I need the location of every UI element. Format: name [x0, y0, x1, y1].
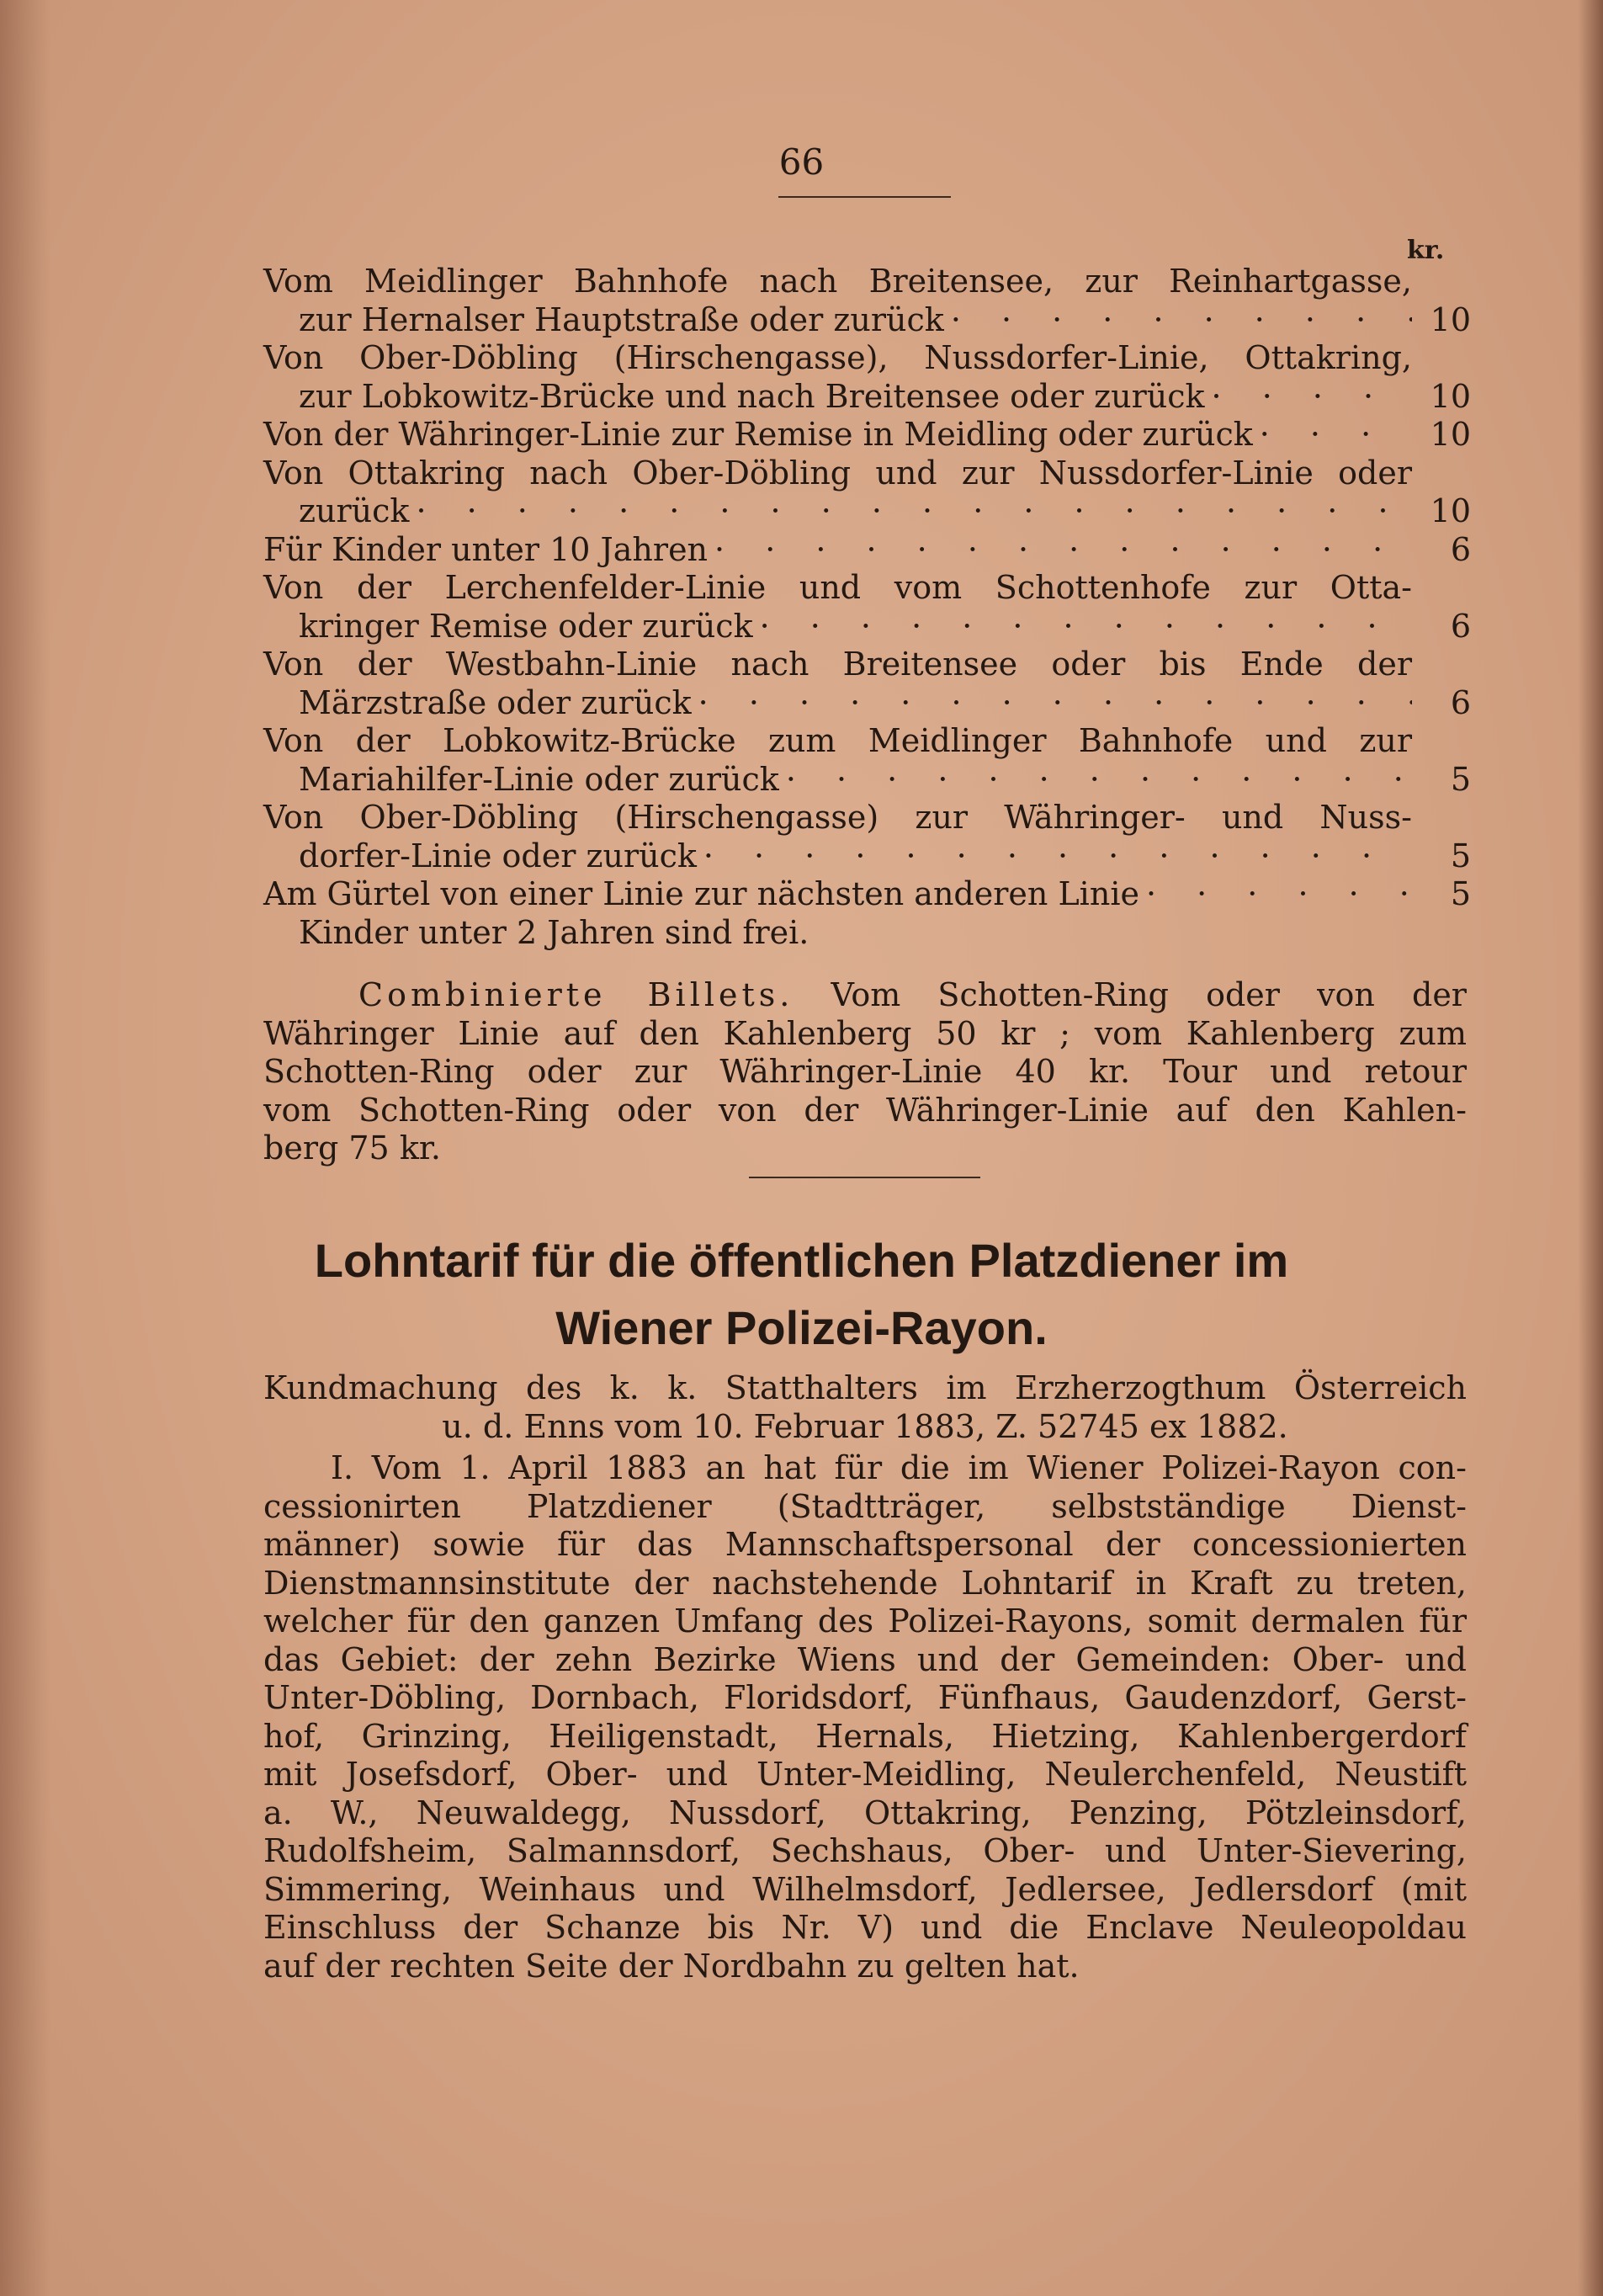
section-title-line-1: Lohntarif für die öffentlichen Platzdiener im [314, 1234, 1289, 1287]
body-line: Einschluss der Schanze bis Nr. V) und die Enclave Neuleopoldau [263, 1909, 1467, 1946]
fare-line [263, 531, 1471, 570]
combined-label: Combinierte Billets. [358, 976, 794, 1013]
fare-line [263, 569, 1471, 608]
fare-price: 5 [1450, 760, 1471, 798]
combined-line: Schotten-Ring oder zur Währinger-Linie 40 kr. Tour und retour [263, 1053, 1467, 1090]
body-line: I. Vom 1. April 1883 an hat für die im Wiener Polizei-Rayon con- [331, 1449, 1467, 1486]
fare-item [263, 646, 1471, 722]
fare-line [263, 263, 1471, 301]
fare-line [263, 339, 1471, 378]
body-line: das Gebiet: der zehn Bezirke Wiens und der Gemeinden: Ober- und [263, 1640, 1467, 1678]
fare-line [263, 875, 1471, 914]
fare-price: 5 [1450, 875, 1471, 912]
fare-item [263, 454, 1471, 531]
fare-route-text: Von der Westbahn-Linie nach Breitensee oder bis Ende der [263, 646, 1412, 683]
fare-line [263, 646, 1471, 684]
body-line: a. W., Neuwaldegg, Nussdorf, Ottakring, Penzing, Pötzleinsdorf, [263, 1794, 1467, 1831]
fare-price: 10 [1430, 492, 1471, 529]
currency-unit-label: kr. [1407, 236, 1445, 265]
fare-route-text: Mariahilfer-Linie oder zurück [299, 760, 779, 798]
fare-item [263, 722, 1471, 799]
fare-line [263, 684, 1471, 723]
body-line: auf der rechten Seite der Nordbahn zu gelten hat. [263, 1947, 1080, 1985]
fare-line [263, 608, 1471, 646]
dot-leader [714, 531, 1412, 570]
fare-item [263, 875, 1471, 914]
fare-item [263, 531, 1471, 570]
fare-list [263, 263, 1471, 952]
dot-leader [1260, 416, 1412, 454]
fare-line [263, 378, 1471, 417]
body-line: cessionirten Platzdiener (Stadtträger, selbstständige Dienst- [263, 1487, 1467, 1525]
dot-leader [1146, 875, 1412, 914]
fare-price: 6 [1450, 683, 1471, 721]
fare-line [263, 492, 1471, 531]
fare-route-text: Am Gürtel von einer Linie zur nächsten anderen Linie [263, 875, 1139, 912]
fare-price: 6 [1450, 530, 1471, 568]
fare-line [263, 454, 1471, 493]
fare-route-text: Von der Währinger-Linie zur Remise in Meidling oder zurück [263, 416, 1253, 453]
fare-route-text: zur Hernalser Hauptstraße oder zurück [299, 300, 944, 338]
body-line: mit Josefsdorf, Ober- und Unter-Meidling, Neulerchenfeld, Neustift [263, 1756, 1467, 1793]
body-line: Unter-Döbling, Dornbach, Floridsdorf, Fünfhaus, Gaudenzdorf, Gerst- [263, 1679, 1467, 1716]
combined-line [263, 976, 1467, 1015]
section-title-line-2: Wiener Polizei-Rayon. [555, 1301, 1048, 1354]
fare-line [263, 301, 1471, 340]
fare-line [263, 722, 1471, 761]
decree-reference [263, 1369, 1467, 1446]
fare-line [263, 761, 1471, 800]
fare-route-text: Für Kinder unter 10 Jahren [263, 530, 709, 568]
fare-line [263, 416, 1471, 454]
section-divider [749, 1177, 980, 1178]
fare-price: 10 [1430, 377, 1471, 415]
body-line: hof, Grinzing, Heiligenstadt, Hernals, Hietzing, Kahlenbergerdorf [263, 1717, 1467, 1755]
dot-leader [698, 684, 1412, 723]
dot-leader [703, 837, 1412, 876]
fare-route-text: Von Ober-Döbling (Hirschengasse), Nussdorfer-Linie, Ottakring, [263, 339, 1412, 376]
dot-leader [951, 301, 1412, 340]
fare-price: 6 [1450, 607, 1471, 645]
combined-line-text: Vom Schotten-Ring oder von der [831, 976, 1467, 1013]
fare-item [263, 569, 1471, 646]
page-left-shadow [0, 0, 50, 2296]
dot-leader [416, 492, 1412, 531]
combined-tickets-paragraph [263, 976, 1467, 1168]
section-body-paragraph [263, 1449, 1467, 1985]
fare-item [263, 416, 1471, 454]
decree-line-2: u. d. Enns vom 10. Februar 1883, Z. 52745 ex 1882. [442, 1407, 1288, 1445]
fare-line [263, 837, 1471, 876]
body-line: welcher für den ganzen Umfang des Polizei-Rayons, somit dermalen für [263, 1602, 1467, 1640]
combined-line: Währinger Linie auf den Kahlenberg 50 kr ; vom Kahlenberg zum [263, 1014, 1467, 1052]
fare-price: 5 [1450, 837, 1471, 874]
dot-leader [760, 608, 1412, 646]
body-line: Simmering, Weinhaus und Wilhelmsdorf, Jedlersee, Jedlersdorf (mit [263, 1870, 1467, 1908]
dot-leader [1212, 378, 1412, 417]
fare-item [263, 799, 1471, 875]
fare-route-text: Märzstraße oder zurück [299, 683, 692, 721]
fare-price: 10 [1430, 300, 1471, 338]
decree-line-1: Kundmachung des k. k. Statthalters im Erzherzogthum Österreich [263, 1369, 1467, 1406]
fare-route-text: Von der Lobkowitz-Brücke zum Meidlinger Bahnhofe und zur [263, 722, 1412, 759]
fare-route-text: zur Lobkowitz-Brücke und nach Breitensee oder zurück [299, 377, 1205, 415]
fare-item [263, 263, 1471, 339]
fare-route-text: kringer Remise oder zurück [299, 607, 753, 645]
header-rule [778, 196, 951, 198]
fare-item [263, 339, 1471, 416]
body-line: Rudolfsheim, Salmannsdorf, Sechshaus, Ober- und Unter-Sievering, [263, 1832, 1467, 1869]
fare-route-text: zurück [299, 492, 410, 529]
fare-price: 10 [1430, 416, 1471, 453]
fare-route-text: Von Ober-Döbling (Hirschengasse) zur Währinger- und Nuss- [263, 799, 1412, 836]
body-line: Dienstmannsinstitute der nachstehende Lohntarif in Kraft zu treten, [263, 1564, 1467, 1602]
combined-line: berg 75 kr. [263, 1129, 441, 1167]
fare-line [263, 799, 1471, 837]
fare-route-text: Von Ottakring nach Ober-Döbling und zur Nussdorfer-Linie oder [263, 454, 1412, 492]
fare-route-text: Von der Lerchenfelder-Linie und vom Schottenhofe zur Otta- [263, 569, 1412, 606]
fare-route-text: Vom Meidlinger Bahnhofe nach Breitensee, zur Reinhartgasse, [263, 263, 1412, 300]
fare-route-text: dorfer-Linie oder zurück [299, 837, 697, 874]
body-line: männer) sowie für das Mannschaftspersonal der concessionierten [263, 1526, 1467, 1563]
children-free-note: Kinder unter 2 Jahren sind frei. [299, 913, 809, 951]
dot-leader [786, 761, 1412, 800]
page-right-shadow [1578, 0, 1603, 2296]
combined-line: vom Schotten-Ring oder von der Währinger-Linie auf den Kahlen- [263, 1091, 1467, 1129]
page-number: 66 [778, 141, 825, 183]
